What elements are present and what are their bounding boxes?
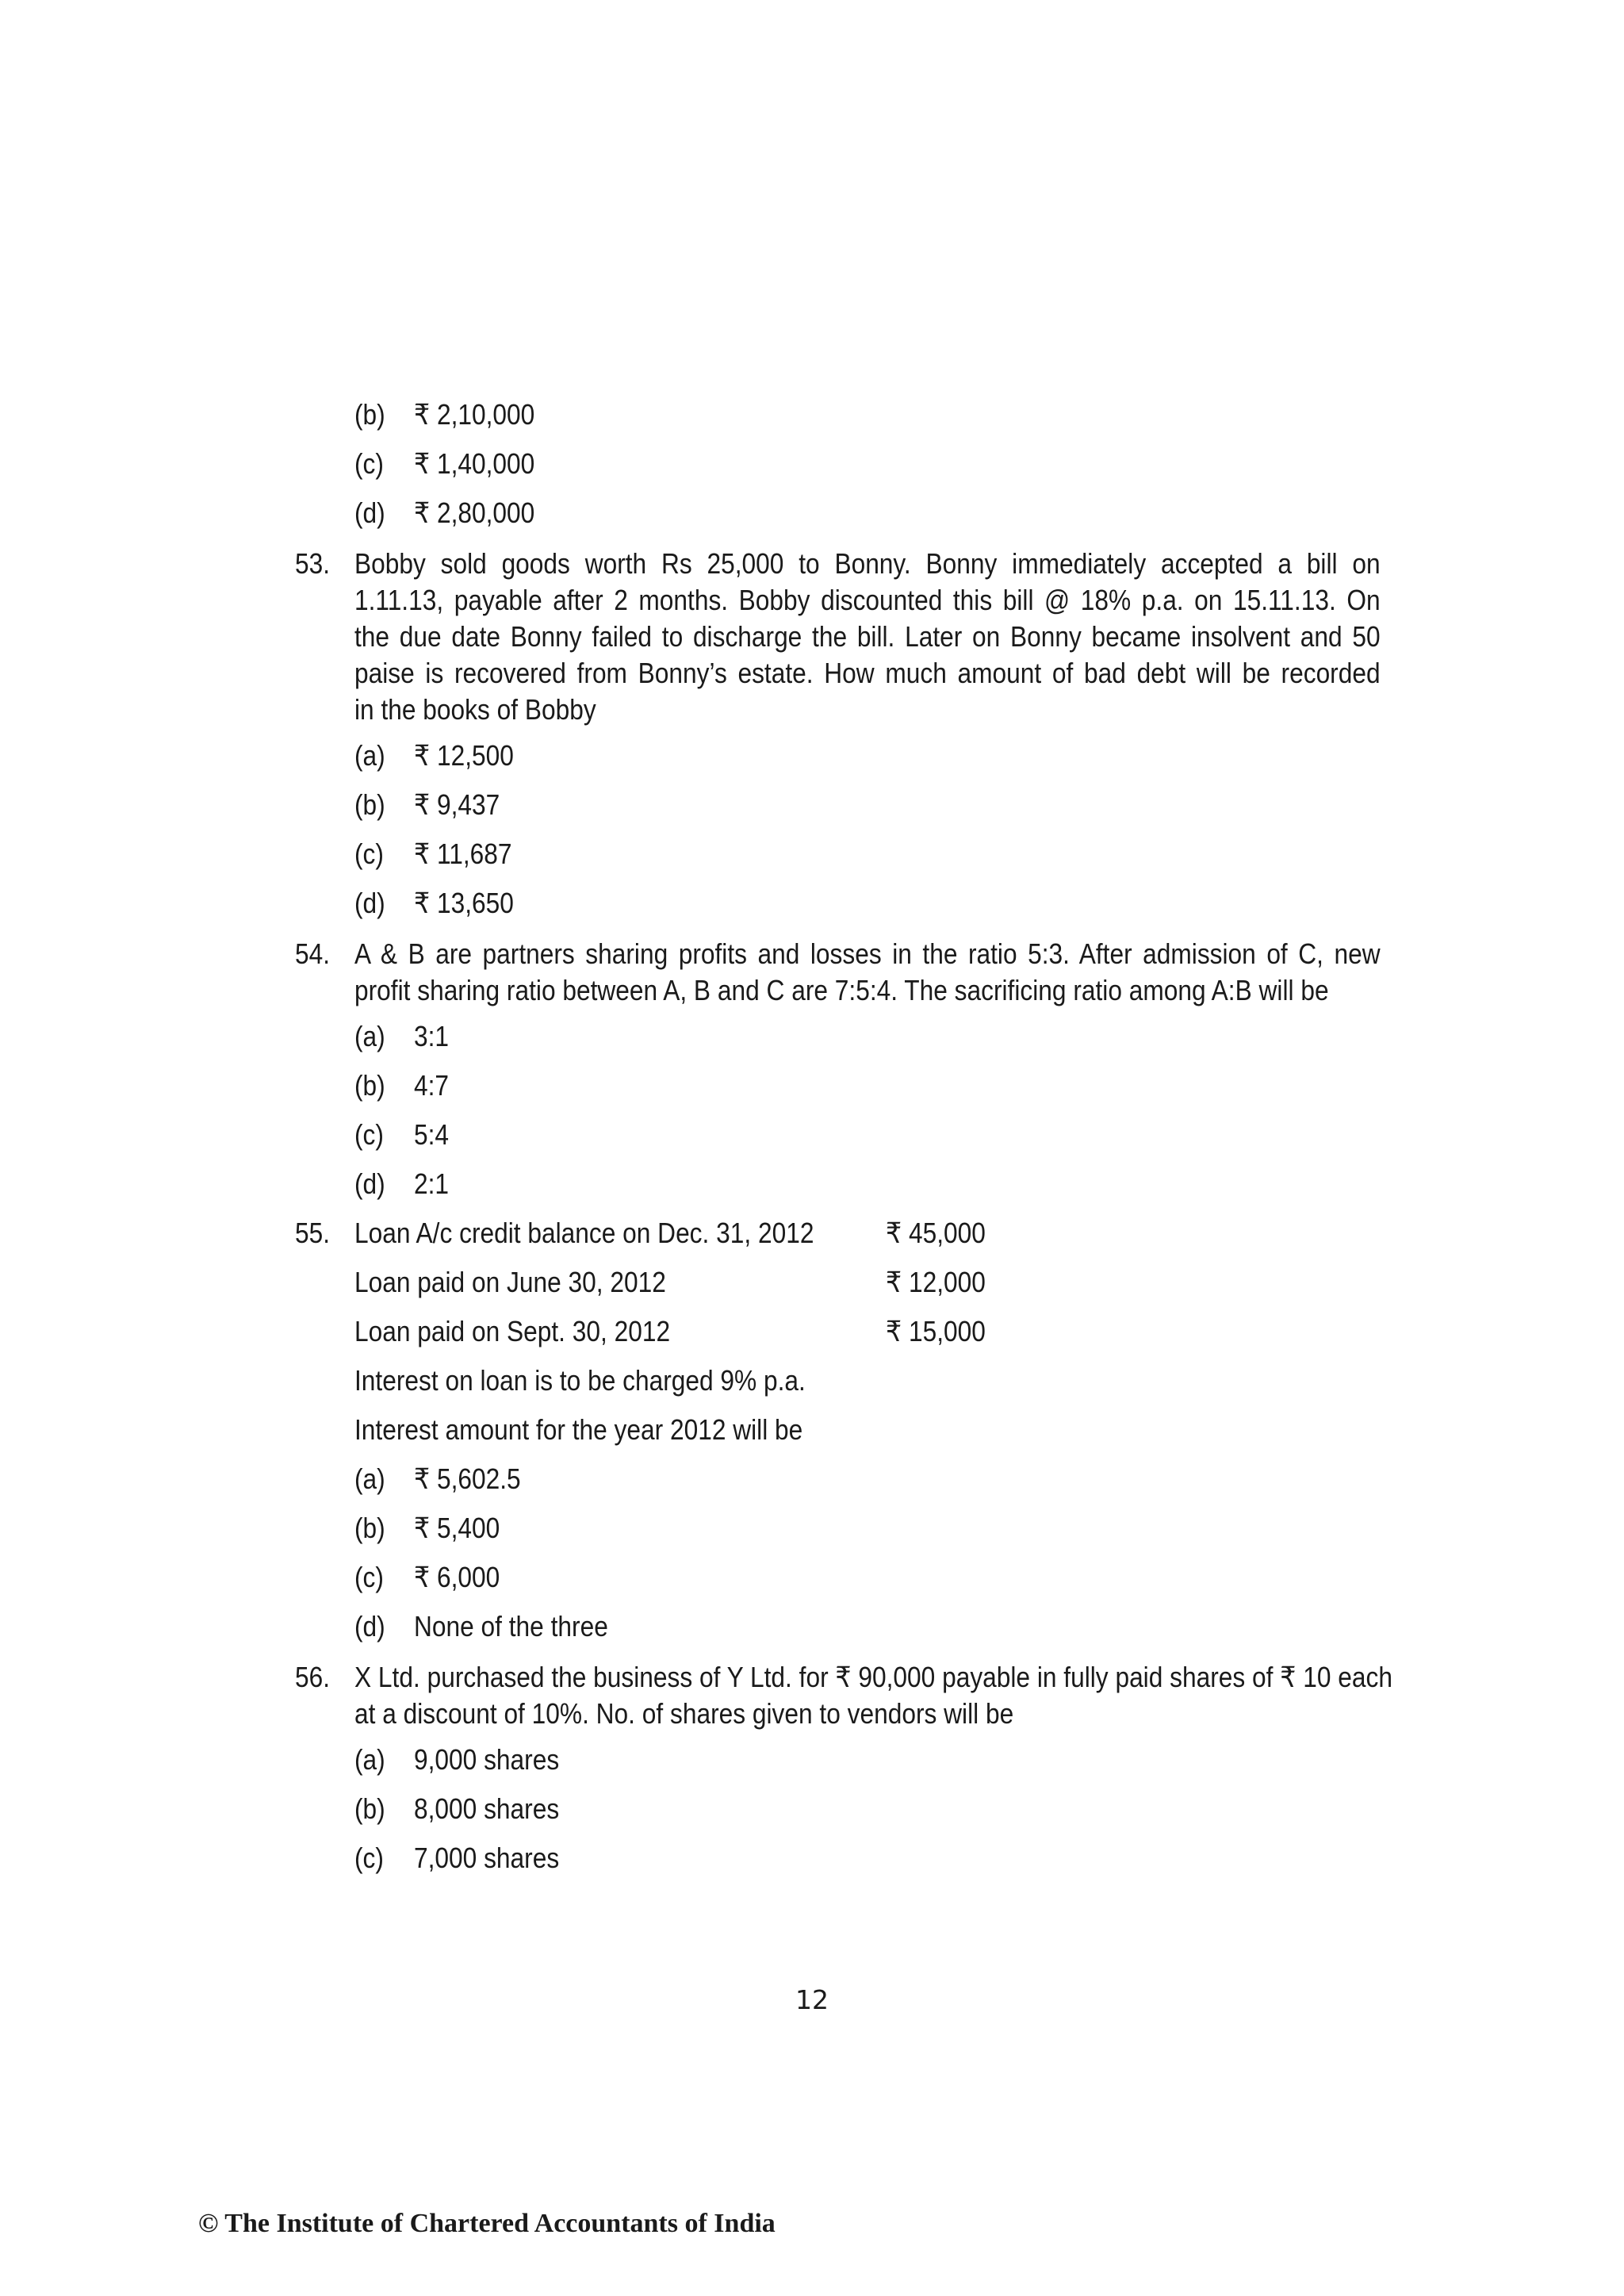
option-label: (d): [354, 1610, 385, 1642]
question-number: 55.: [295, 1217, 331, 1249]
question-line: paise is recovered from Bonny’s estate. How much amount of bad debt will be recorded: [354, 657, 1381, 689]
option-text: 8,000 shares: [414, 1792, 560, 1825]
option-label: (b): [354, 1512, 385, 1544]
loan-row-label: Loan paid on Sept. 30, 2012: [354, 1315, 671, 1347]
question-line: profit sharing ratio between A, B and C are 7:5:4. The sacrificing ratio among A:B will be: [354, 974, 1329, 1006]
option-label: (d): [354, 887, 385, 919]
loan-row-amount: ₹ 45,000: [886, 1217, 986, 1249]
option-label: (d): [354, 496, 385, 529]
option-label: (b): [354, 1069, 385, 1102]
question-number: 54.: [295, 937, 331, 970]
question-text: [354, 546, 1381, 728]
option-text: ₹ 2,80,000: [414, 496, 535, 529]
footer-copyright: © The Institute of Chartered Accountants of India: [198, 2209, 776, 2238]
question-line: Bobby sold goods worth Rs 25,000 to Bonny. Bonny immediately accepted a bill on: [354, 547, 1381, 580]
question-note: Interest on loan is to be charged 9% p.a.: [354, 1364, 806, 1397]
option-label: (d): [354, 1167, 385, 1200]
option-text: ₹ 12,500: [414, 739, 514, 772]
option-label: (b): [354, 1792, 385, 1825]
question-line: the due date Bonny failed to discharge the bill. Later on Bonny became insolvent and 50: [354, 620, 1381, 653]
option-label: (c): [354, 838, 384, 870]
option-text: ₹ 2,10,000: [414, 398, 535, 431]
question-line: A & B are partners sharing profits and losses in the ratio 5:3. After admission of C, new: [354, 937, 1381, 970]
option-text: 5:4: [414, 1118, 450, 1151]
question-line: X Ltd. purchased the business of Y Ltd. for ₹ 90,000 payable in fully paid shares of ₹ 10 each: [354, 1661, 1392, 1693]
question-number: 56.: [295, 1661, 331, 1693]
question-line: at a discount of 10%. No. of shares given to vendors will be: [354, 1697, 1014, 1730]
question-text: [354, 1659, 1392, 1732]
option-label: (a): [354, 1020, 385, 1052]
option-text: 3:1: [414, 1020, 450, 1052]
option-label: (c): [354, 1118, 384, 1151]
loan-row-label: Loan A/c credit balance on Dec. 31, 2012: [354, 1217, 814, 1249]
option-text: None of the three: [414, 1610, 608, 1642]
option-label: (a): [354, 1462, 385, 1495]
option-text: 4:7: [414, 1069, 450, 1102]
option-label: (c): [354, 1842, 384, 1874]
loan-row-amount: ₹ 15,000: [886, 1315, 986, 1347]
loan-row-label: Loan paid on June 30, 2012: [354, 1266, 666, 1298]
question-line: 1.11.13, payable after 2 months. Bobby discounted this bill @ 18% p.a. on 15.11.13. On: [354, 584, 1381, 616]
option-text: ₹ 5,602.5: [414, 1462, 521, 1495]
question-text: [354, 936, 1381, 1009]
page-number: 12: [795, 1984, 829, 2015]
loan-row-amount: ₹ 12,000: [886, 1266, 986, 1298]
option-text: ₹ 6,000: [414, 1561, 500, 1593]
option-label: (b): [354, 398, 385, 431]
option-label: (c): [354, 447, 384, 480]
option-text: ₹ 9,437: [414, 788, 500, 821]
option-text: 9,000 shares: [414, 1743, 560, 1776]
question-number: 53.: [295, 547, 331, 580]
option-text: 7,000 shares: [414, 1842, 560, 1874]
option-text: ₹ 13,650: [414, 887, 514, 919]
option-text: ₹ 1,40,000: [414, 447, 535, 480]
question-note: Interest amount for the year 2012 will be: [354, 1413, 803, 1446]
option-label: (c): [354, 1561, 384, 1593]
option-label: (a): [354, 1743, 385, 1776]
option-label: (b): [354, 788, 385, 821]
option-label: (a): [354, 739, 385, 772]
option-text: ₹ 11,687: [414, 838, 512, 870]
option-text: 2:1: [414, 1167, 450, 1200]
question-line: in the books of Bobby: [354, 693, 596, 726]
option-text: ₹ 5,400: [414, 1512, 500, 1544]
